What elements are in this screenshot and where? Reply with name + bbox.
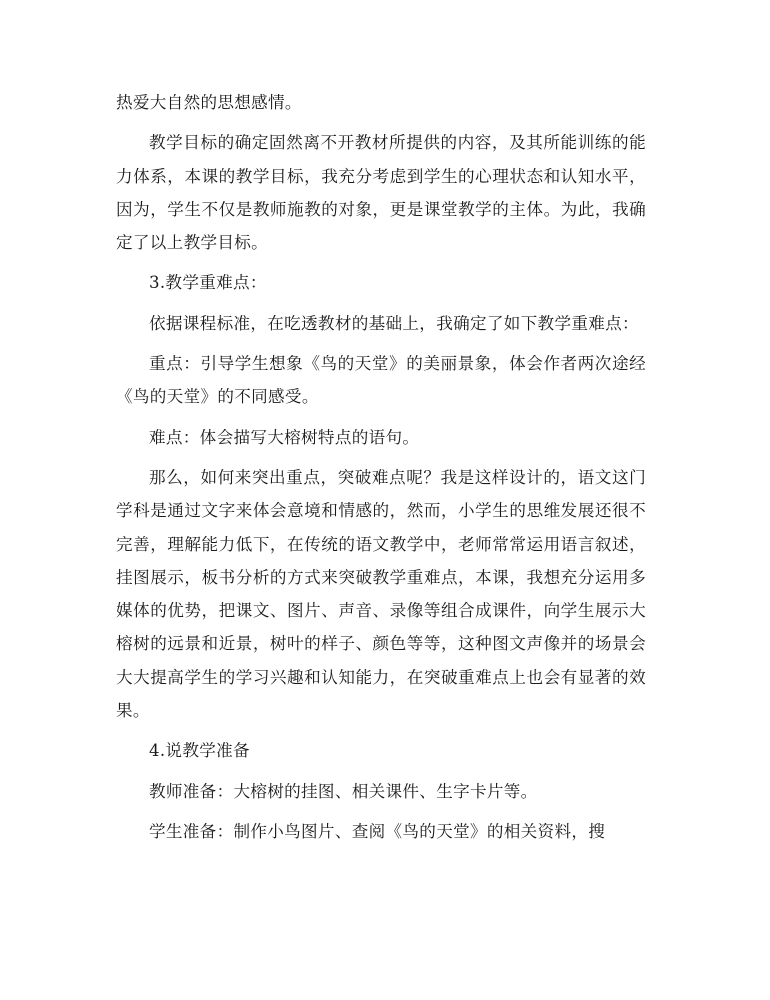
paragraph-teacher-preparation: 教师准备：大榕树的挂图、相关课件、生字卡片等。 (149, 781, 538, 801)
section-heading-teaching-preparation: 4.说教学准备 (149, 741, 250, 761)
section-heading-key-difficult-points: 3.教学重难点： (149, 273, 267, 293)
document-body (116, 86, 646, 855)
paragraph-continuation: 热爱大自然的思想感情。 (116, 93, 302, 112)
paragraph-key-point: 重点：引导学生想象《鸟的天堂》的美丽景象，体会作者两次途经《鸟的天堂》的不同感受。 (116, 354, 646, 407)
paragraph-student-preparation: 学生准备：制作小鸟图片、查阅《鸟的天堂》的相关资料，搜 (149, 821, 606, 841)
paragraph-key-points-intro: 依据课程标准，在吃透教材的基础上，我确定了如下教学重难点： (149, 313, 639, 333)
paragraph-difficult-point: 难点：体会描写大榕树特点的语句。 (149, 427, 420, 447)
paragraph-teaching-method: 那么，如何来突出重点，突破难点呢？我是这样设计的，语文这门学科是通过文字来体会意境和情感的，然而，小学生的思维发展还很不完善，理解能力低下，在传统的语文教学中，老师常常运用语言叙述，挂图展示，板书分析的方式来突破教学重难点，本课，我想充分运用多媒体的优势，把课文、图片、声音、录像等组合成课件，向学生展示大榕树的远景和近景，树叶的样子、颜色等等，这种图文声像并的场景会大大提高学生的学习兴趣和认知能力，在突破重难点上也会有显著的效果。 (116, 467, 646, 721)
paragraph-teaching-goal-rationale: 教学目标的确定固然离不开教材所提供的内容，及其所能训练的能力体系，本课的教学目标，我充分考虑到学生的心理状态和认知水平，因为，学生不仅是教师施教的对象，更是课堂教学的主体。为此，我确定了以上教学目标。 (116, 133, 646, 253)
